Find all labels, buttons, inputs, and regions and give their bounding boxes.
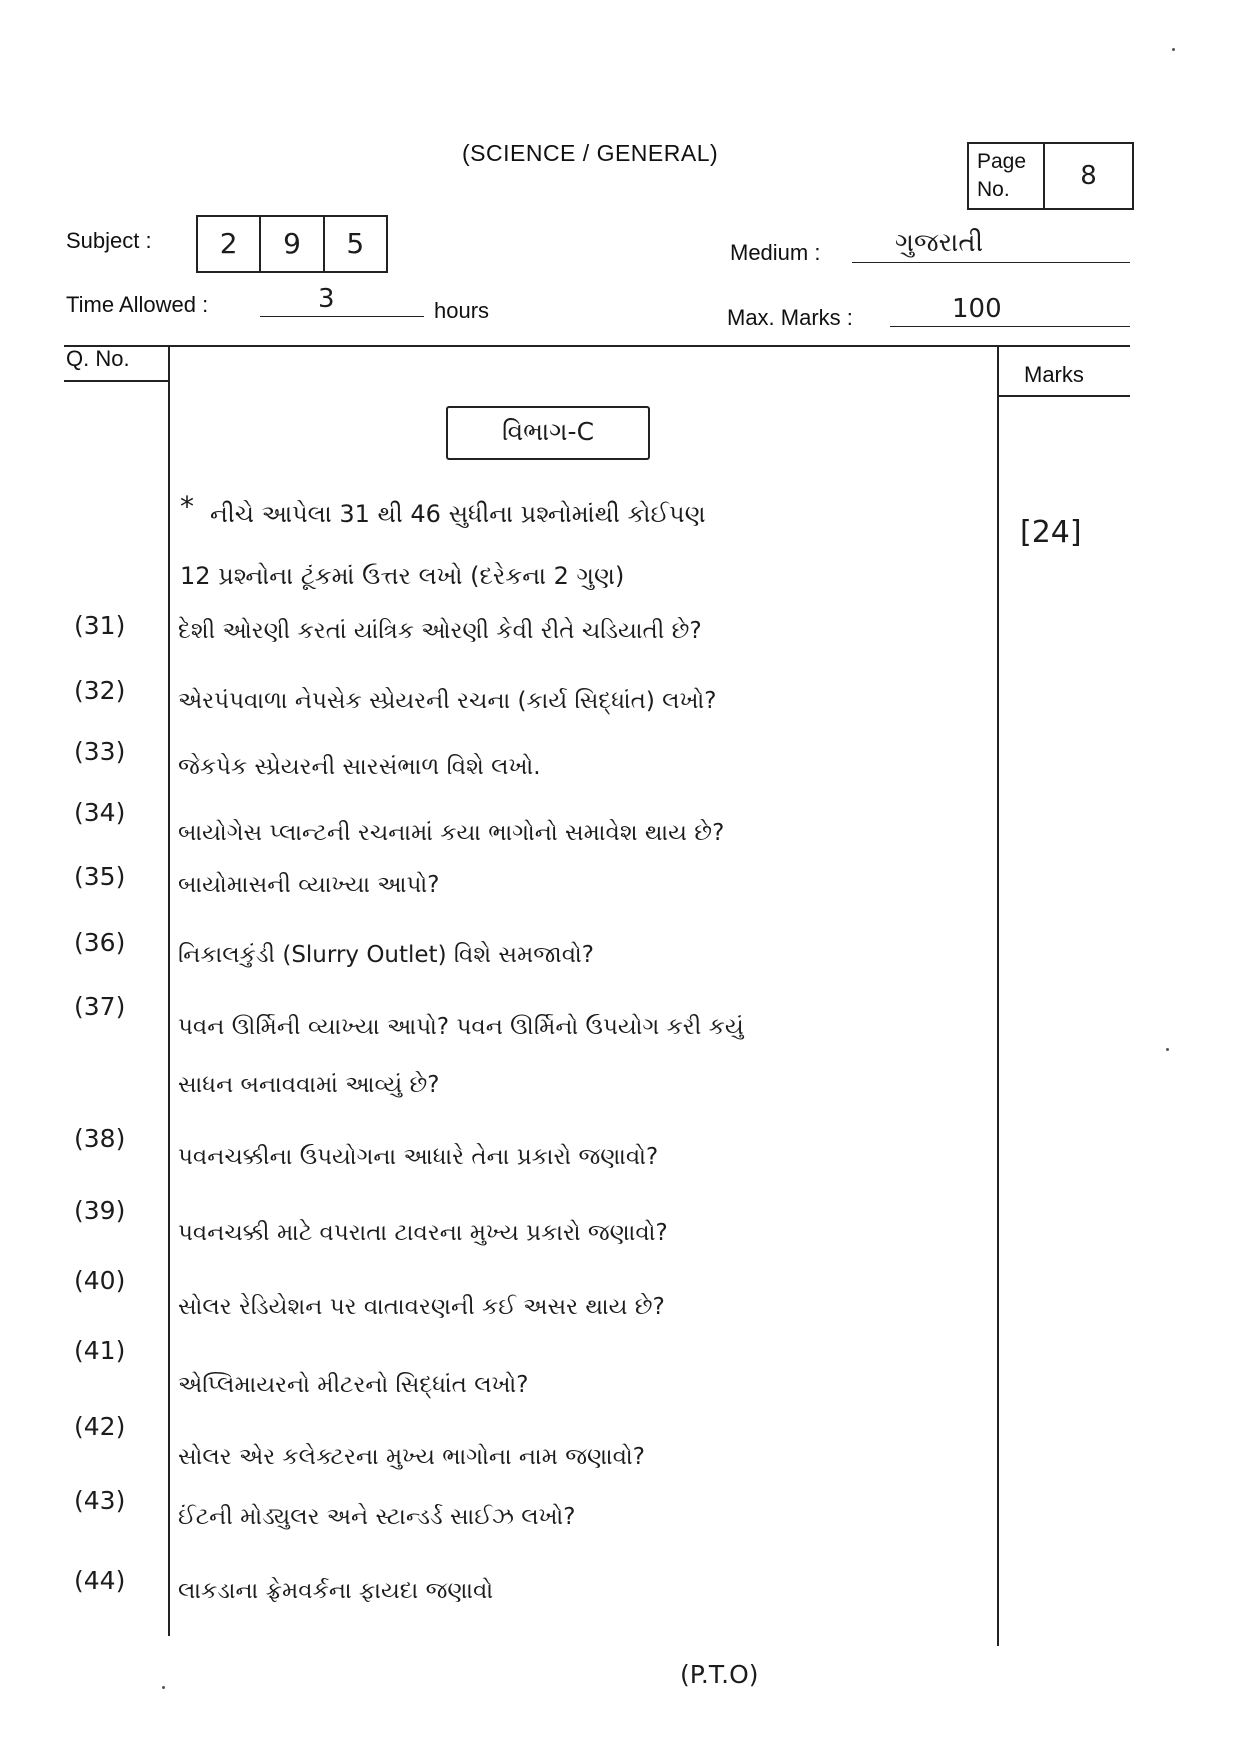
- pto-note: (P.T.O): [680, 1660, 759, 1689]
- page-number-value: 8: [1080, 161, 1097, 191]
- question-text-43: ઈંટની મોડ્યુલર અને સ્ટાન્ડર્ડ સાઈઝ લખો?: [178, 1504, 576, 1530]
- max-marks-label: Max. Marks :: [727, 305, 853, 330]
- time-allowed-label: Time Allowed :: [66, 292, 209, 317]
- question-text-36: નિકાલકુંડી (Slurry Outlet) વિશે સમજાવો?: [178, 942, 595, 968]
- medium-value: ગુજરાતી: [895, 228, 984, 258]
- subject-code-box: [196, 215, 388, 273]
- scan-speck: [1166, 1048, 1169, 1051]
- hours-label: hours: [434, 298, 490, 323]
- qno-header: Q. No.: [66, 346, 130, 371]
- question-text-37-line-1: પવન ઊર્મિની વ્યાખ્યા આપો? પવન ઊર્મિનો ઉપયોગ કરી કયું: [178, 1014, 744, 1040]
- question-number-38: (38): [74, 1124, 126, 1153]
- marks-column-divider: [997, 346, 999, 1646]
- question-number-31: (31): [74, 611, 126, 640]
- time-underline: [260, 316, 424, 317]
- medium-underline: [852, 262, 1130, 263]
- time-allowed-value: 3: [318, 284, 335, 314]
- question-text-42: સોલર એર કલેક્ટરના મુખ્ય ભાગોના નામ જણાવો?: [178, 1444, 645, 1470]
- qno-column-divider: [168, 346, 170, 1636]
- page-number-label: Page No.: [977, 150, 1027, 201]
- table-top-rule: [64, 345, 1130, 347]
- question-number-33: (33): [74, 737, 126, 766]
- question-number-44: (44): [74, 1566, 126, 1595]
- question-text-34: બાયોગેસ પ્લાન્ટની રચનામાં કયા ભાગોનો સમાવેશ થાય છે?: [178, 820, 725, 846]
- question-number-34: (34): [74, 798, 126, 827]
- question-text-33: જેકપેક સ્પ્રેયરની સારસંભાળ વિશે લખો.: [178, 754, 541, 780]
- qno-header-rule: [64, 380, 168, 382]
- question-number-43: (43): [74, 1486, 126, 1515]
- question-number-32: (32): [74, 676, 126, 705]
- scan-speck: [162, 1686, 165, 1689]
- question-number-41: (41): [74, 1336, 126, 1365]
- marks-header: Marks: [1024, 362, 1084, 387]
- max-marks-underline: [890, 326, 1130, 327]
- question-text-38: પવનચક્કીના ઉપયોગના આધારે તેના પ્રકારો જણાવો?: [178, 1144, 659, 1170]
- instruction-line-1: નીચે આપેલા 31 થી 46 સુધીના પ્રશ્નોમાંથી કોઈપણ: [210, 500, 706, 528]
- question-number-39: (39): [74, 1196, 126, 1225]
- subject-label: Subject :: [66, 228, 152, 253]
- section-title: વિભાગ-C: [446, 406, 650, 460]
- question-number-42: (42): [74, 1412, 126, 1441]
- stream-title: (SCIENCE / GENERAL): [462, 140, 719, 166]
- medium-label: Medium :: [730, 240, 821, 265]
- subject-digit-1: 2: [198, 217, 261, 271]
- section-marks: [24]: [1020, 515, 1082, 550]
- question-number-40: (40): [74, 1266, 126, 1295]
- question-text-41: એપ્લિમાયરનો મીટરનો સિદ્ધાંત લખો?: [178, 1372, 529, 1398]
- question-text-37-line-2: સાધન બનાવવામાં આવ્યું છે?: [178, 1072, 440, 1098]
- max-marks-value: 100: [952, 294, 1002, 324]
- subject-digit-2: 9: [261, 217, 324, 271]
- page-number-box: [967, 142, 1134, 210]
- question-text-40: સોલર રેડિયેશન પર વાતાવરણની કઈ અસર થાય છે?: [178, 1294, 665, 1320]
- question-text-31: દેશી ઓરણી કરતાં યાંત્રિક ઓરણી કેવી રીતે ચડિયાતી છે?: [178, 618, 702, 644]
- subject-digit-3: 5: [346, 227, 365, 260]
- scan-speck: [1172, 48, 1175, 51]
- question-text-35: બાયોમાસની વ્યાખ્યા આપો?: [178, 872, 440, 898]
- instruction-line-2: 12 પ્રશ્નોના ટૂંકમાં ઉત્તર લખો (દરેકના 2 ગુણ): [180, 562, 625, 590]
- question-number-36: (36): [74, 928, 126, 957]
- marks-header-rule: [998, 395, 1130, 397]
- question-number-37: (37): [74, 992, 126, 1021]
- note-star: *: [180, 490, 194, 523]
- question-text-44: લાકડાના ફ્રેમવર્કના ફાયદા જણાવો: [178, 1578, 494, 1604]
- question-number-35: (35): [74, 862, 126, 891]
- question-text-39: પવનચક્કી માટે વપરાતા ટાવરના મુખ્ય પ્રકારો જણાવો?: [178, 1220, 668, 1246]
- question-text-32: એરપંપવાળા નેપસેક સ્પ્રેયરની રચના (કાર્ય સિદ્ધાંત) લખો?: [178, 688, 717, 714]
